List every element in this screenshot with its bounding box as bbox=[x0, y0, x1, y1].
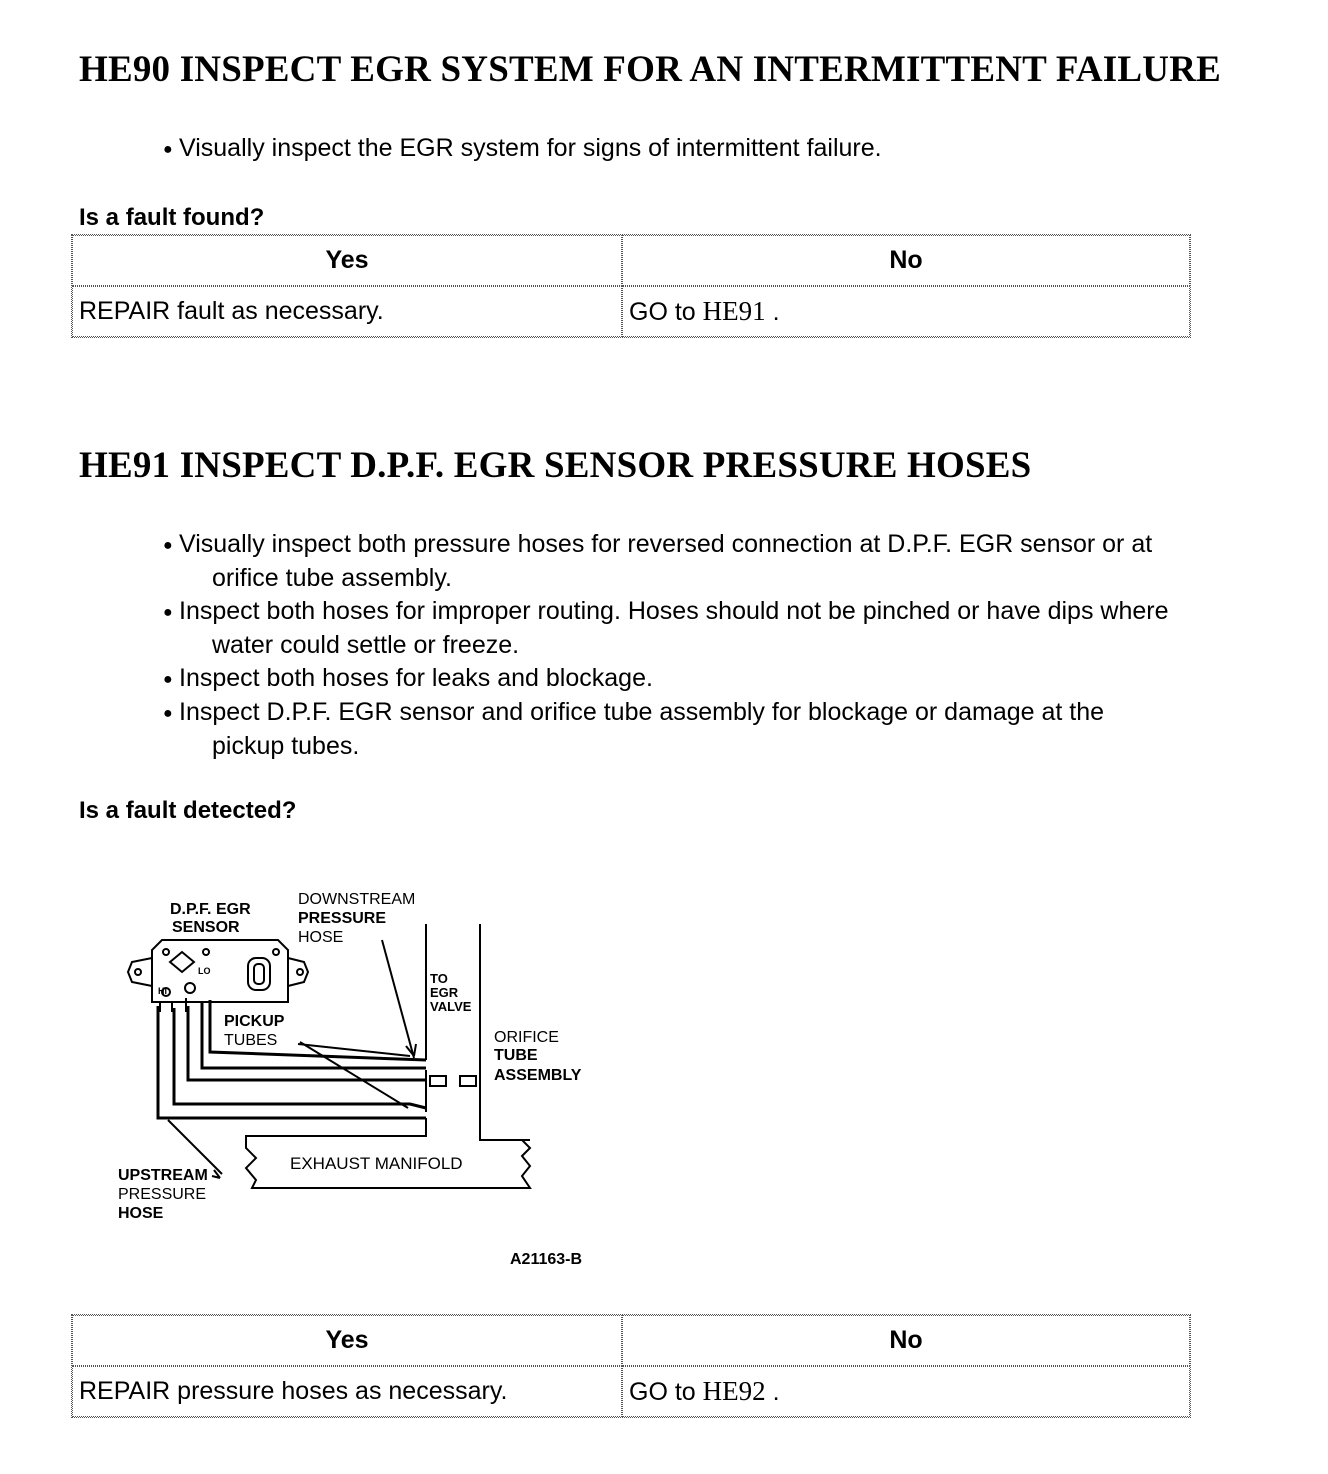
section-heading-he91: HE91 INSPECT D.P.F. EGR SENSOR PRESSURE HOSES bbox=[79, 445, 1032, 486]
label-orifice: TUBE bbox=[494, 1047, 538, 1064]
label-orifice: ASSEMBLY bbox=[494, 1067, 582, 1084]
no-header: No bbox=[622, 235, 1190, 286]
bullet-list bbox=[163, 528, 1323, 763]
question-label: Is a fault found? bbox=[79, 204, 265, 231]
yes-cell: REPAIR pressure hoses as necessary. bbox=[72, 1366, 622, 1417]
label-to-egr: VALVE bbox=[430, 999, 472, 1014]
list-item: ● Visually inspect the EGR system for signs of intermittent failure. bbox=[163, 132, 882, 166]
label-pickup: TUBES bbox=[224, 1032, 278, 1049]
link-he91[interactable]: HE91 bbox=[702, 296, 766, 326]
list-item: ● Inspect D.P.F. EGR sensor and orifice tube assembly for blockage or damage at the bbox=[163, 696, 1323, 730]
no-cell: GO to HE91 . bbox=[622, 286, 1190, 337]
label-orifice: ORIFICE bbox=[494, 1029, 559, 1046]
label-sensor: D.P.F. EGR bbox=[170, 901, 251, 918]
label-downstream: DOWNSTREAM bbox=[298, 891, 416, 908]
sensor-body bbox=[152, 940, 288, 1002]
label-pickup: PICKUP bbox=[224, 1013, 285, 1030]
label-port-hi: HI bbox=[158, 986, 167, 996]
egr-sensor-diagram bbox=[110, 880, 630, 1280]
label-downstream: HOSE bbox=[298, 929, 344, 946]
label-upstream: PRESSURE bbox=[118, 1186, 207, 1203]
label-downstream: PRESSURE bbox=[298, 910, 387, 927]
list-item: ● Visually inspect both pressure hoses for reversed connection at D.P.F. EGR sensor or at bbox=[163, 528, 1323, 562]
label-upstream: UPSTREAM bbox=[118, 1167, 208, 1184]
bullet-icon: ● bbox=[163, 141, 173, 158]
bullet-icon: ● bbox=[163, 537, 173, 554]
label-upstream: HOSE bbox=[118, 1205, 164, 1222]
yes-no-table-he90 bbox=[71, 234, 1191, 338]
label-sensor: SENSOR bbox=[172, 919, 240, 936]
list-item-continuation: orifice tube assembly. bbox=[212, 564, 452, 592]
label-port-lo: LO bbox=[198, 966, 211, 976]
list-item-continuation: pickup tubes. bbox=[212, 732, 360, 760]
section-heading-he90: HE90 INSPECT EGR SYSTEM FOR AN INTERMITTENT FAILURE bbox=[79, 49, 1222, 90]
figure-id: A21163-B bbox=[510, 1251, 583, 1268]
yes-header: Yes bbox=[72, 235, 622, 286]
upstream-hose bbox=[158, 1006, 426, 1118]
label-to-egr: TO bbox=[430, 971, 448, 986]
list-item: ● Inspect both hoses for leaks and blockage. bbox=[163, 662, 1323, 696]
list-item-continuation: water could settle or freeze. bbox=[212, 631, 520, 659]
yes-no-table-he91 bbox=[71, 1314, 1191, 1418]
link-he92[interactable]: HE92 bbox=[702, 1376, 766, 1406]
list-item: ● Inspect both hoses for improper routing. Hoses should not be pinched or have dips where bbox=[163, 595, 1323, 629]
yes-header: Yes bbox=[72, 1315, 622, 1366]
bullet-icon: ● bbox=[163, 604, 173, 621]
no-header: No bbox=[622, 1315, 1190, 1366]
yes-cell: REPAIR fault as necessary. bbox=[72, 286, 622, 337]
question-label: Is a fault detected? bbox=[79, 797, 297, 824]
exhaust-manifold bbox=[246, 1118, 530, 1188]
label-exhaust-manifold: EXHAUST MANIFOLD bbox=[290, 1154, 463, 1173]
label-to-egr: EGR bbox=[430, 985, 459, 1000]
no-cell: GO to HE92 . bbox=[622, 1366, 1190, 1417]
bullet-icon: ● bbox=[163, 705, 173, 722]
bullet-icon: ● bbox=[163, 671, 173, 688]
